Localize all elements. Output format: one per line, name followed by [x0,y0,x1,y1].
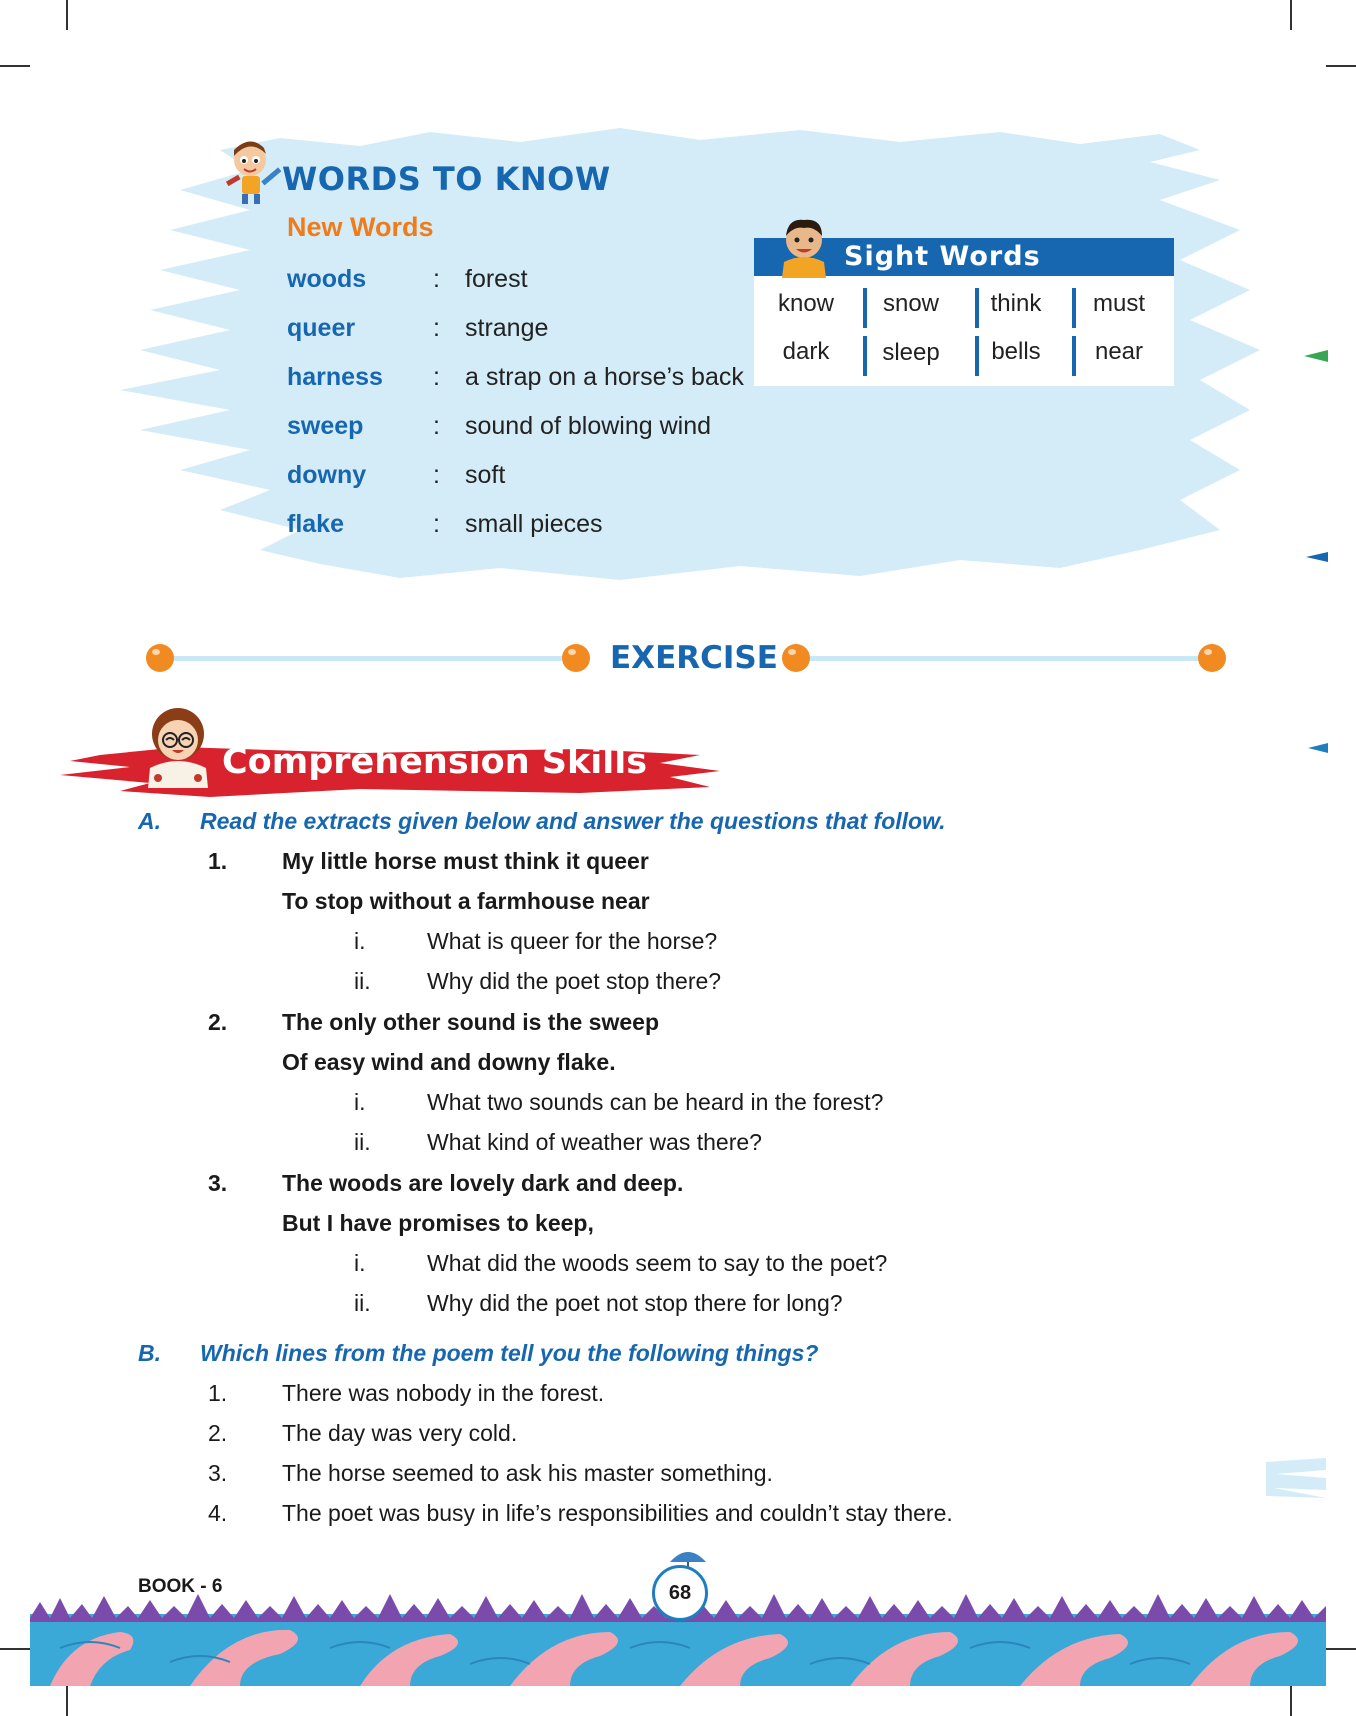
comprehension-skills-title: Comprehension Skills [222,742,648,782]
poem-line: Of easy wind and downy flake. [282,1049,616,1075]
orange-dot-icon [562,644,590,672]
crop-mark [1326,1648,1356,1650]
side-marker-icon [1306,552,1328,562]
sight-word: dark [782,338,830,365]
crop-mark [0,65,30,67]
sight-word: near [1094,338,1144,365]
exercise-title: EXERCISE [610,640,778,676]
item-number: 3. [208,1460,228,1486]
word-definition: strange [465,314,549,342]
item-text: There was nobody in the forest. [282,1380,605,1406]
side-marker-icon [1304,350,1328,362]
exercise-rule-left [158,656,568,661]
word-entry [287,510,747,550]
question-number: i. [354,1089,366,1115]
poem-line: To stop without a farmhouse near [282,888,650,914]
sight-word-divider [863,288,867,328]
orange-dot-icon [782,644,810,672]
question-text: What two sounds can be heard in the forest? [427,1089,884,1115]
word-definition: soft [465,461,506,489]
poem-line: My little horse must think it queer [282,848,649,874]
extract-number: 2. [208,1009,228,1035]
word-definition: forest [465,265,528,293]
word-definition: sound of blowing wind [465,412,711,440]
page-number: 68 [652,1565,708,1621]
word-term: downy [287,461,367,489]
pencil-boy-illustration [220,138,284,204]
section-letter: A. [138,808,161,834]
question-number: i. [354,1250,366,1276]
extract-number: 3. [208,1170,228,1196]
sight-word: think [990,290,1042,317]
splash-fragment [1266,1456,1326,1500]
sight-word: must [1092,290,1145,317]
word-separator: : [433,510,440,538]
item-text: The poet was busy in life’s responsibilities and couldn’t stay there. [282,1500,953,1526]
word-entry [287,314,747,354]
crop-mark [66,0,68,30]
word-separator: : [433,461,440,489]
book-label: BOOK - 6 [138,1576,223,1597]
item-text: The day was very cold. [282,1420,518,1446]
item-number: 4. [208,1500,228,1526]
question-text: Why did the poet not stop there for long? [427,1290,843,1316]
word-entry [287,461,747,501]
question-number: ii. [354,1129,371,1155]
word-separator: : [433,412,440,440]
poem-line: The only other sound is the sweep [282,1009,659,1035]
question-text: What is queer for the horse? [427,928,718,954]
orange-dot-icon [1198,644,1226,672]
item-number: 2. [208,1420,228,1446]
word-entry [287,363,747,403]
word-separator: : [433,314,440,342]
sight-words-title: Sight Words [754,238,1174,276]
word-term: flake [287,510,344,538]
word-term: sweep [287,412,364,440]
section-instruction: Which lines from the poem tell you the following things? [200,1340,819,1366]
crop-mark [1290,1686,1292,1716]
section-letter: B. [138,1340,161,1366]
item-text: The horse seemed to ask his master something. [282,1460,773,1486]
sight-word-divider [863,336,867,376]
poem-line: The woods are lovely dark and deep. [282,1170,684,1196]
sight-word-divider [1072,288,1076,328]
word-term: woods [287,265,367,293]
word-definition: small pieces [465,510,603,538]
sight-word: bells [991,338,1041,365]
word-separator: : [433,363,440,391]
question-text: Why did the poet stop there? [427,968,722,994]
words-to-know-title: WORDS TO KNOW [282,160,611,198]
crop-mark [1326,65,1356,67]
sight-word-divider [975,288,979,328]
word-entry [287,265,747,305]
poem-line: But I have promises to keep, [282,1210,594,1236]
sight-word-divider [975,336,979,376]
orange-dot-icon [146,644,174,672]
side-marker-icon [1308,743,1328,753]
crop-mark [1290,0,1292,30]
word-separator: : [433,265,440,293]
sight-words-boy-illustration [774,212,834,278]
question-number: ii. [354,968,371,994]
question-text: What kind of weather was there? [427,1129,762,1155]
question-text: What did the woods seem to say to the poet? [427,1250,888,1276]
question-number: i. [354,928,366,954]
word-entry [287,412,747,452]
sight-word: snow [882,290,940,317]
sight-word: know [777,290,835,317]
crop-mark [66,1686,68,1716]
extract-number: 1. [208,848,228,874]
question-number: ii. [354,1290,371,1316]
sight-word-divider [1072,336,1076,376]
new-words-title: New Words [287,212,434,242]
exercise-rule-right [800,656,1210,661]
word-definition: a strap on a horse’s back [465,363,744,391]
sight-word: sleep [882,339,940,366]
section-instruction: Read the extracts given below and answer the questions that follow. [200,808,946,834]
girl-glasses-illustration [136,698,220,788]
crop-mark [0,1648,30,1650]
word-term: queer [287,314,356,342]
item-number: 1. [208,1380,228,1406]
word-term: harness [287,363,383,391]
